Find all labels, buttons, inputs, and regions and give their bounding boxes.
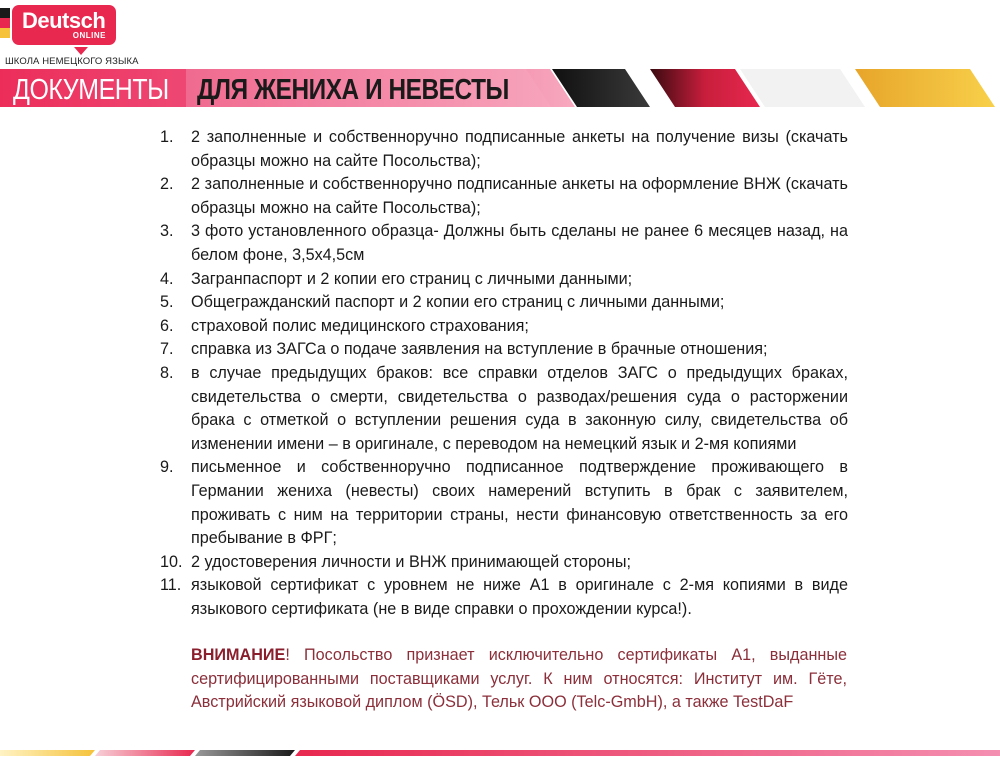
list-item: 6. страховой полис медицинского страхования;	[160, 316, 529, 335]
logo-subtitle: ONLINE	[72, 31, 106, 40]
footer-stripe	[0, 748, 1000, 758]
list-item: 2. 2 заполненные и собственноручно подписанные анкеты на оформление ВНЖ (скачать образцы можно на сайте Посольства);	[160, 175, 848, 217]
attention-notice	[191, 644, 847, 715]
attention-label: ВНИМАНИЕ	[191, 646, 286, 664]
list-item: 9. письменное и собственноручно подписанное подтверждение проживающего в Германии жениха (невесты) своих намерений вступить в брак с заявителем, проживать с ним на территории страны, нести финансовую ответственность за его пребывание в ФРГ;	[160, 458, 848, 548]
list-item: 1. 2 заполненные и собственноручно подписанные анкеты на получение визы (скачать образцы можно на сайте Посольства);	[160, 128, 848, 170]
page-subtitle: ДЛЯ ЖЕНИХА И НЕВЕСТЫ	[197, 74, 509, 106]
attention-text: ! Посольство признает исключительно сертификаты А1, выданные сертифицированными поставщиками услуг. К ним относятся: Институт им. Гёте, Австрийский языковой диплом (ÖSD), Тельк ООО (Telc-GmbH), а также TestDaF	[191, 646, 847, 712]
list-item: 8. в случае предыдущих браков: все справки отделов ЗАГС о предыдущих браках, свидетельства о смерти, свидетельства о разводах/решения суда о расторжении брака с отметкой о вступлении решения суда в законную силу, свидетельства об изменении имени – в оригинале, с переводом на немецкий язык и 2-мя копиями	[160, 363, 848, 453]
logo-title: Deutsch	[22, 8, 106, 33]
list-item: 3. 3 фото установленного образца- Должны быть сделаны не ранее 6 месяцев назад, на белом фоне, 3,5х4,5см	[160, 222, 848, 264]
german-flag-icon	[0, 8, 10, 38]
list-item: 7. справка из ЗАГСа о подаче заявления на вступление в брачные отношения;	[160, 340, 768, 359]
documents-list	[160, 126, 848, 621]
logo[interactable]	[12, 5, 116, 45]
list-item: 5. Общегражданский паспорт и 2 копии его страниц с личными данными;	[160, 293, 725, 312]
speech-bubble-tail-icon	[74, 47, 88, 55]
list-item: 4. Загранпаспорт и 2 копии его страниц с личными данными;	[160, 269, 633, 288]
list-item: 10. 2 удостоверения личности и ВНЖ принимающей стороны;	[160, 552, 632, 571]
school-name: ШКОЛА НЕМЕЦКОГО ЯЗЫКА	[5, 56, 139, 67]
page-title: ДОКУМЕНТЫ	[13, 74, 169, 106]
list-item: 11. языковой сертификат с уровнем не ниже А1 в оригинале с 2-мя копиями в виде языкового сертификата (не в виде справки о прохождении курса!).	[160, 576, 848, 618]
